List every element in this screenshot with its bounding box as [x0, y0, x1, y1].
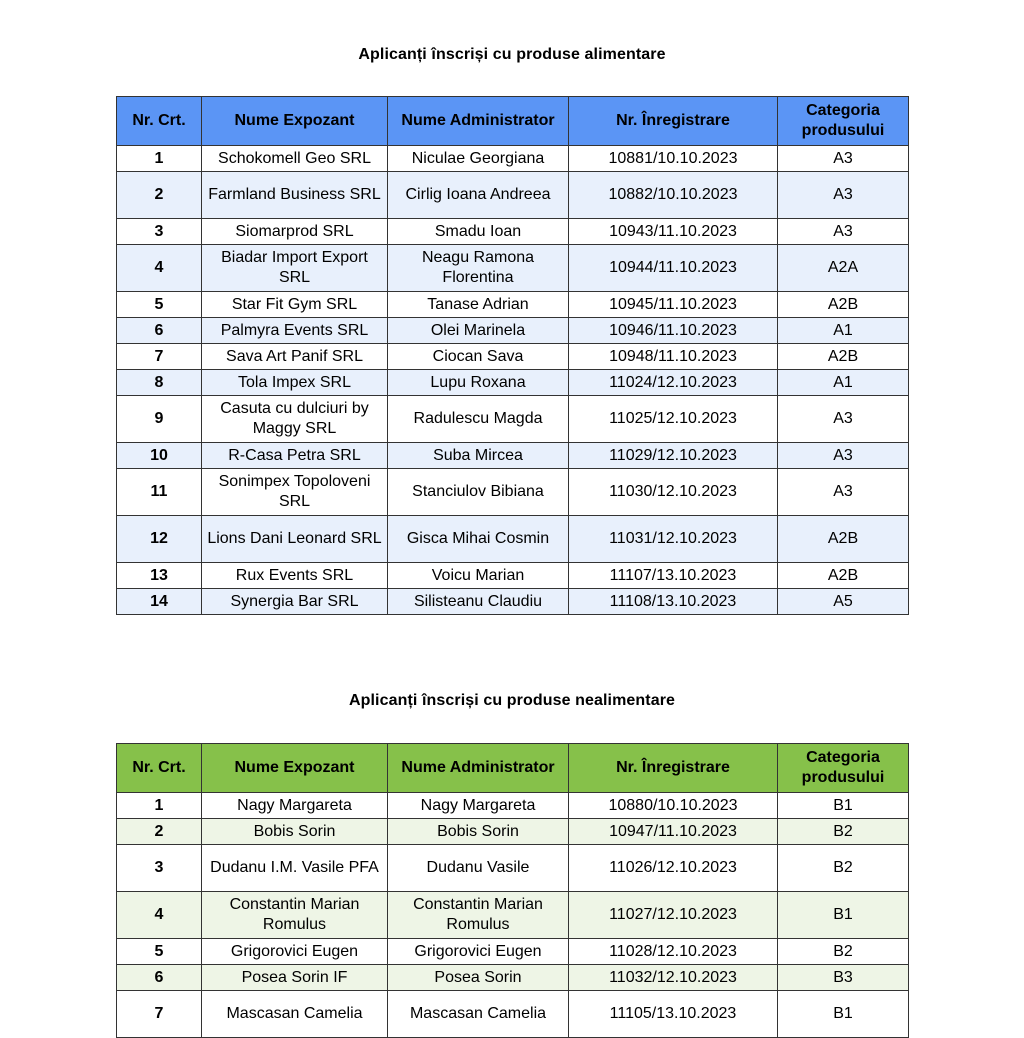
cell-nume-administrator: Nagy Margareta: [388, 793, 569, 819]
cell-nume-expozant: Star Fit Gym SRL: [202, 292, 388, 318]
table-header-row: [117, 744, 909, 793]
table-row: [117, 443, 909, 469]
cell-nume-expozant: Bobis Sorin: [202, 819, 388, 845]
cell-nr-inregistrare: 10947/11.10.2023: [569, 819, 778, 845]
cell-nume-administrator: Radulescu Magda: [388, 396, 569, 443]
cell-nr-crt: 1: [117, 793, 202, 819]
cell-nr-inregistrare: 11108/13.10.2023: [569, 589, 778, 615]
header-nume-administrator: Nume Administrator: [388, 97, 569, 146]
cell-nume-administrator: Cirlig Ioana Andreea: [388, 172, 569, 219]
cell-categoria-produsului: B1: [778, 892, 909, 939]
table-row: [117, 589, 909, 615]
header-categoria-produsului: Categoria produsului: [778, 744, 909, 793]
cell-nume-expozant: Synergia Bar SRL: [202, 589, 388, 615]
table-header-row: [117, 97, 909, 146]
header-categoria-produsului: Categoria produsului: [778, 97, 909, 146]
table-row: [117, 396, 909, 443]
cell-categoria-produsului: A3: [778, 146, 909, 172]
cell-nume-expozant: Sava Art Panif SRL: [202, 344, 388, 370]
table-row: [117, 939, 909, 965]
table-row: [117, 370, 909, 396]
cell-categoria-produsului: A2B: [778, 563, 909, 589]
cell-nr-inregistrare: 10880/10.10.2023: [569, 793, 778, 819]
table-row: [117, 516, 909, 563]
cell-nume-administrator: Grigorovici Eugen: [388, 939, 569, 965]
cell-nr-crt: 3: [117, 219, 202, 245]
cell-nr-inregistrare: 10943/11.10.2023: [569, 219, 778, 245]
cell-nume-administrator: Voicu Marian: [388, 563, 569, 589]
cell-nume-administrator: Ciocan Sava: [388, 344, 569, 370]
cell-nr-inregistrare: 10945/11.10.2023: [569, 292, 778, 318]
cell-categoria-produsului: B2: [778, 845, 909, 892]
table-row: [117, 819, 909, 845]
cell-nr-crt: 6: [117, 965, 202, 991]
cell-nr-crt: 1: [117, 146, 202, 172]
cell-nr-crt: 5: [117, 939, 202, 965]
cell-nume-administrator: Neagu Ramona Florentina: [388, 245, 569, 292]
cell-nr-crt: 6: [117, 318, 202, 344]
cell-categoria-produsului: B2: [778, 939, 909, 965]
cell-nume-expozant: Sonimpex Topoloveni SRL: [202, 469, 388, 516]
table-row: [117, 292, 909, 318]
header-nr-crt: Nr. Crt.: [117, 97, 202, 146]
cell-nr-inregistrare: 11031/12.10.2023: [569, 516, 778, 563]
cell-nume-administrator: Tanase Adrian: [388, 292, 569, 318]
cell-nr-crt: 8: [117, 370, 202, 396]
cell-nume-administrator: Suba Mircea: [388, 443, 569, 469]
cell-nr-inregistrare: 11030/12.10.2023: [569, 469, 778, 516]
cell-nr-crt: 13: [117, 563, 202, 589]
cell-nr-inregistrare: 11026/12.10.2023: [569, 845, 778, 892]
cell-categoria-produsului: A2B: [778, 516, 909, 563]
cell-nume-expozant: R-Casa Petra SRL: [202, 443, 388, 469]
cell-categoria-produsului: A1: [778, 370, 909, 396]
cell-nr-inregistrare: 10946/11.10.2023: [569, 318, 778, 344]
cell-categoria-produsului: A5: [778, 589, 909, 615]
cell-nume-expozant: Posea Sorin IF: [202, 965, 388, 991]
table-row: [117, 219, 909, 245]
cell-nr-crt: 3: [117, 845, 202, 892]
cell-nume-administrator: Bobis Sorin: [388, 819, 569, 845]
cell-nume-expozant: Constantin Marian Romulus: [202, 892, 388, 939]
cell-nr-crt: 12: [117, 516, 202, 563]
cell-nr-crt: 7: [117, 991, 202, 1038]
cell-nr-inregistrare: 10881/10.10.2023: [569, 146, 778, 172]
table-row: [117, 469, 909, 516]
table-row: [117, 965, 909, 991]
food-applicants-table: [116, 96, 909, 615]
cell-nr-inregistrare: 10944/11.10.2023: [569, 245, 778, 292]
table-row: [117, 793, 909, 819]
cell-categoria-produsului: A3: [778, 443, 909, 469]
cell-nume-expozant: Mascasan Camelia: [202, 991, 388, 1038]
table-row: [117, 318, 909, 344]
cell-nr-inregistrare: 11025/12.10.2023: [569, 396, 778, 443]
cell-nume-expozant: Nagy Margareta: [202, 793, 388, 819]
cell-categoria-produsului: A1: [778, 318, 909, 344]
cell-nume-expozant: Farmland Business SRL: [202, 172, 388, 219]
cell-nume-expozant: Dudanu I.M. Vasile PFA: [202, 845, 388, 892]
cell-categoria-produsului: A2A: [778, 245, 909, 292]
cell-nume-administrator: Stanciulov Bibiana: [388, 469, 569, 516]
cell-nr-crt: 7: [117, 344, 202, 370]
cell-nr-crt: 11: [117, 469, 202, 516]
header-nume-expozant: Nume Expozant: [202, 744, 388, 793]
cell-nume-administrator: Niculae Georgiana: [388, 146, 569, 172]
table-row: [117, 245, 909, 292]
cell-nume-expozant: Rux Events SRL: [202, 563, 388, 589]
cell-nr-crt: 9: [117, 396, 202, 443]
cell-nume-expozant: Biadar Import Export SRL: [202, 245, 388, 292]
nonfood-section-title: Aplicanți înscriși cu produse nealimentare: [348, 692, 676, 709]
cell-nume-expozant: Grigorovici Eugen: [202, 939, 388, 965]
cell-categoria-produsului: B1: [778, 991, 909, 1038]
header-nume-expozant: Nume Expozant: [202, 97, 388, 146]
cell-nume-expozant: Casuta cu dulciuri by Maggy SRL: [202, 396, 388, 443]
header-nume-administrator: Nume Administrator: [388, 744, 569, 793]
cell-nr-inregistrare: 11107/13.10.2023: [569, 563, 778, 589]
cell-nr-inregistrare: 11027/12.10.2023: [569, 892, 778, 939]
cell-categoria-produsului: A3: [778, 469, 909, 516]
header-nr-inregistrare: Nr. Înregistrare: [569, 744, 778, 793]
header-nr-inregistrare: Nr. Înregistrare: [569, 97, 778, 146]
cell-nume-administrator: Gisca Mihai Cosmin: [388, 516, 569, 563]
cell-nr-crt: 2: [117, 172, 202, 219]
cell-nr-inregistrare: 11029/12.10.2023: [569, 443, 778, 469]
cell-categoria-produsului: B2: [778, 819, 909, 845]
cell-nr-inregistrare: 11032/12.10.2023: [569, 965, 778, 991]
cell-nr-crt: 5: [117, 292, 202, 318]
cell-nume-administrator: Mascasan Camelia: [388, 991, 569, 1038]
cell-nr-crt: 2: [117, 819, 202, 845]
cell-categoria-produsului: A3: [778, 396, 909, 443]
cell-nr-crt: 14: [117, 589, 202, 615]
cell-categoria-produsului: A2B: [778, 344, 909, 370]
cell-nume-administrator: Lupu Roxana: [388, 370, 569, 396]
cell-nume-administrator: Smadu Ioan: [388, 219, 569, 245]
cell-nume-expozant: Tola Impex SRL: [202, 370, 388, 396]
cell-nr-crt: 4: [117, 892, 202, 939]
cell-nume-administrator: Olei Marinela: [388, 318, 569, 344]
cell-nr-inregistrare: 10948/11.10.2023: [569, 344, 778, 370]
cell-nume-administrator: Constantin Marian Romulus: [388, 892, 569, 939]
cell-nume-administrator: Posea Sorin: [388, 965, 569, 991]
cell-categoria-produsului: A3: [778, 219, 909, 245]
nonfood-applicants-table: [116, 743, 909, 1038]
cell-nume-administrator: Dudanu Vasile: [388, 845, 569, 892]
cell-categoria-produsului: A2B: [778, 292, 909, 318]
cell-nume-administrator: Silisteanu Claudiu: [388, 589, 569, 615]
cell-categoria-produsului: B3: [778, 965, 909, 991]
cell-nr-inregistrare: 10882/10.10.2023: [569, 172, 778, 219]
cell-nr-crt: 10: [117, 443, 202, 469]
table-row: [117, 563, 909, 589]
header-nr-crt: Nr. Crt.: [117, 744, 202, 793]
cell-nr-inregistrare: 11024/12.10.2023: [569, 370, 778, 396]
cell-nr-inregistrare: 11028/12.10.2023: [569, 939, 778, 965]
cell-nume-expozant: Lions Dani Leonard SRL: [202, 516, 388, 563]
table-row: [117, 344, 909, 370]
cell-categoria-produsului: B1: [778, 793, 909, 819]
table-row: [117, 172, 909, 219]
cell-nume-expozant: Siomarprod SRL: [202, 219, 388, 245]
cell-nume-expozant: Palmyra Events SRL: [202, 318, 388, 344]
table-row: [117, 991, 909, 1038]
table-row: [117, 146, 909, 172]
cell-nr-inregistrare: 11105/13.10.2023: [569, 991, 778, 1038]
cell-categoria-produsului: A3: [778, 172, 909, 219]
food-section-title: Aplicanți înscriși cu produse alimentare: [358, 46, 666, 63]
cell-nr-crt: 4: [117, 245, 202, 292]
table-row: [117, 892, 909, 939]
table-row: [117, 845, 909, 892]
cell-nume-expozant: Schokomell Geo SRL: [202, 146, 388, 172]
